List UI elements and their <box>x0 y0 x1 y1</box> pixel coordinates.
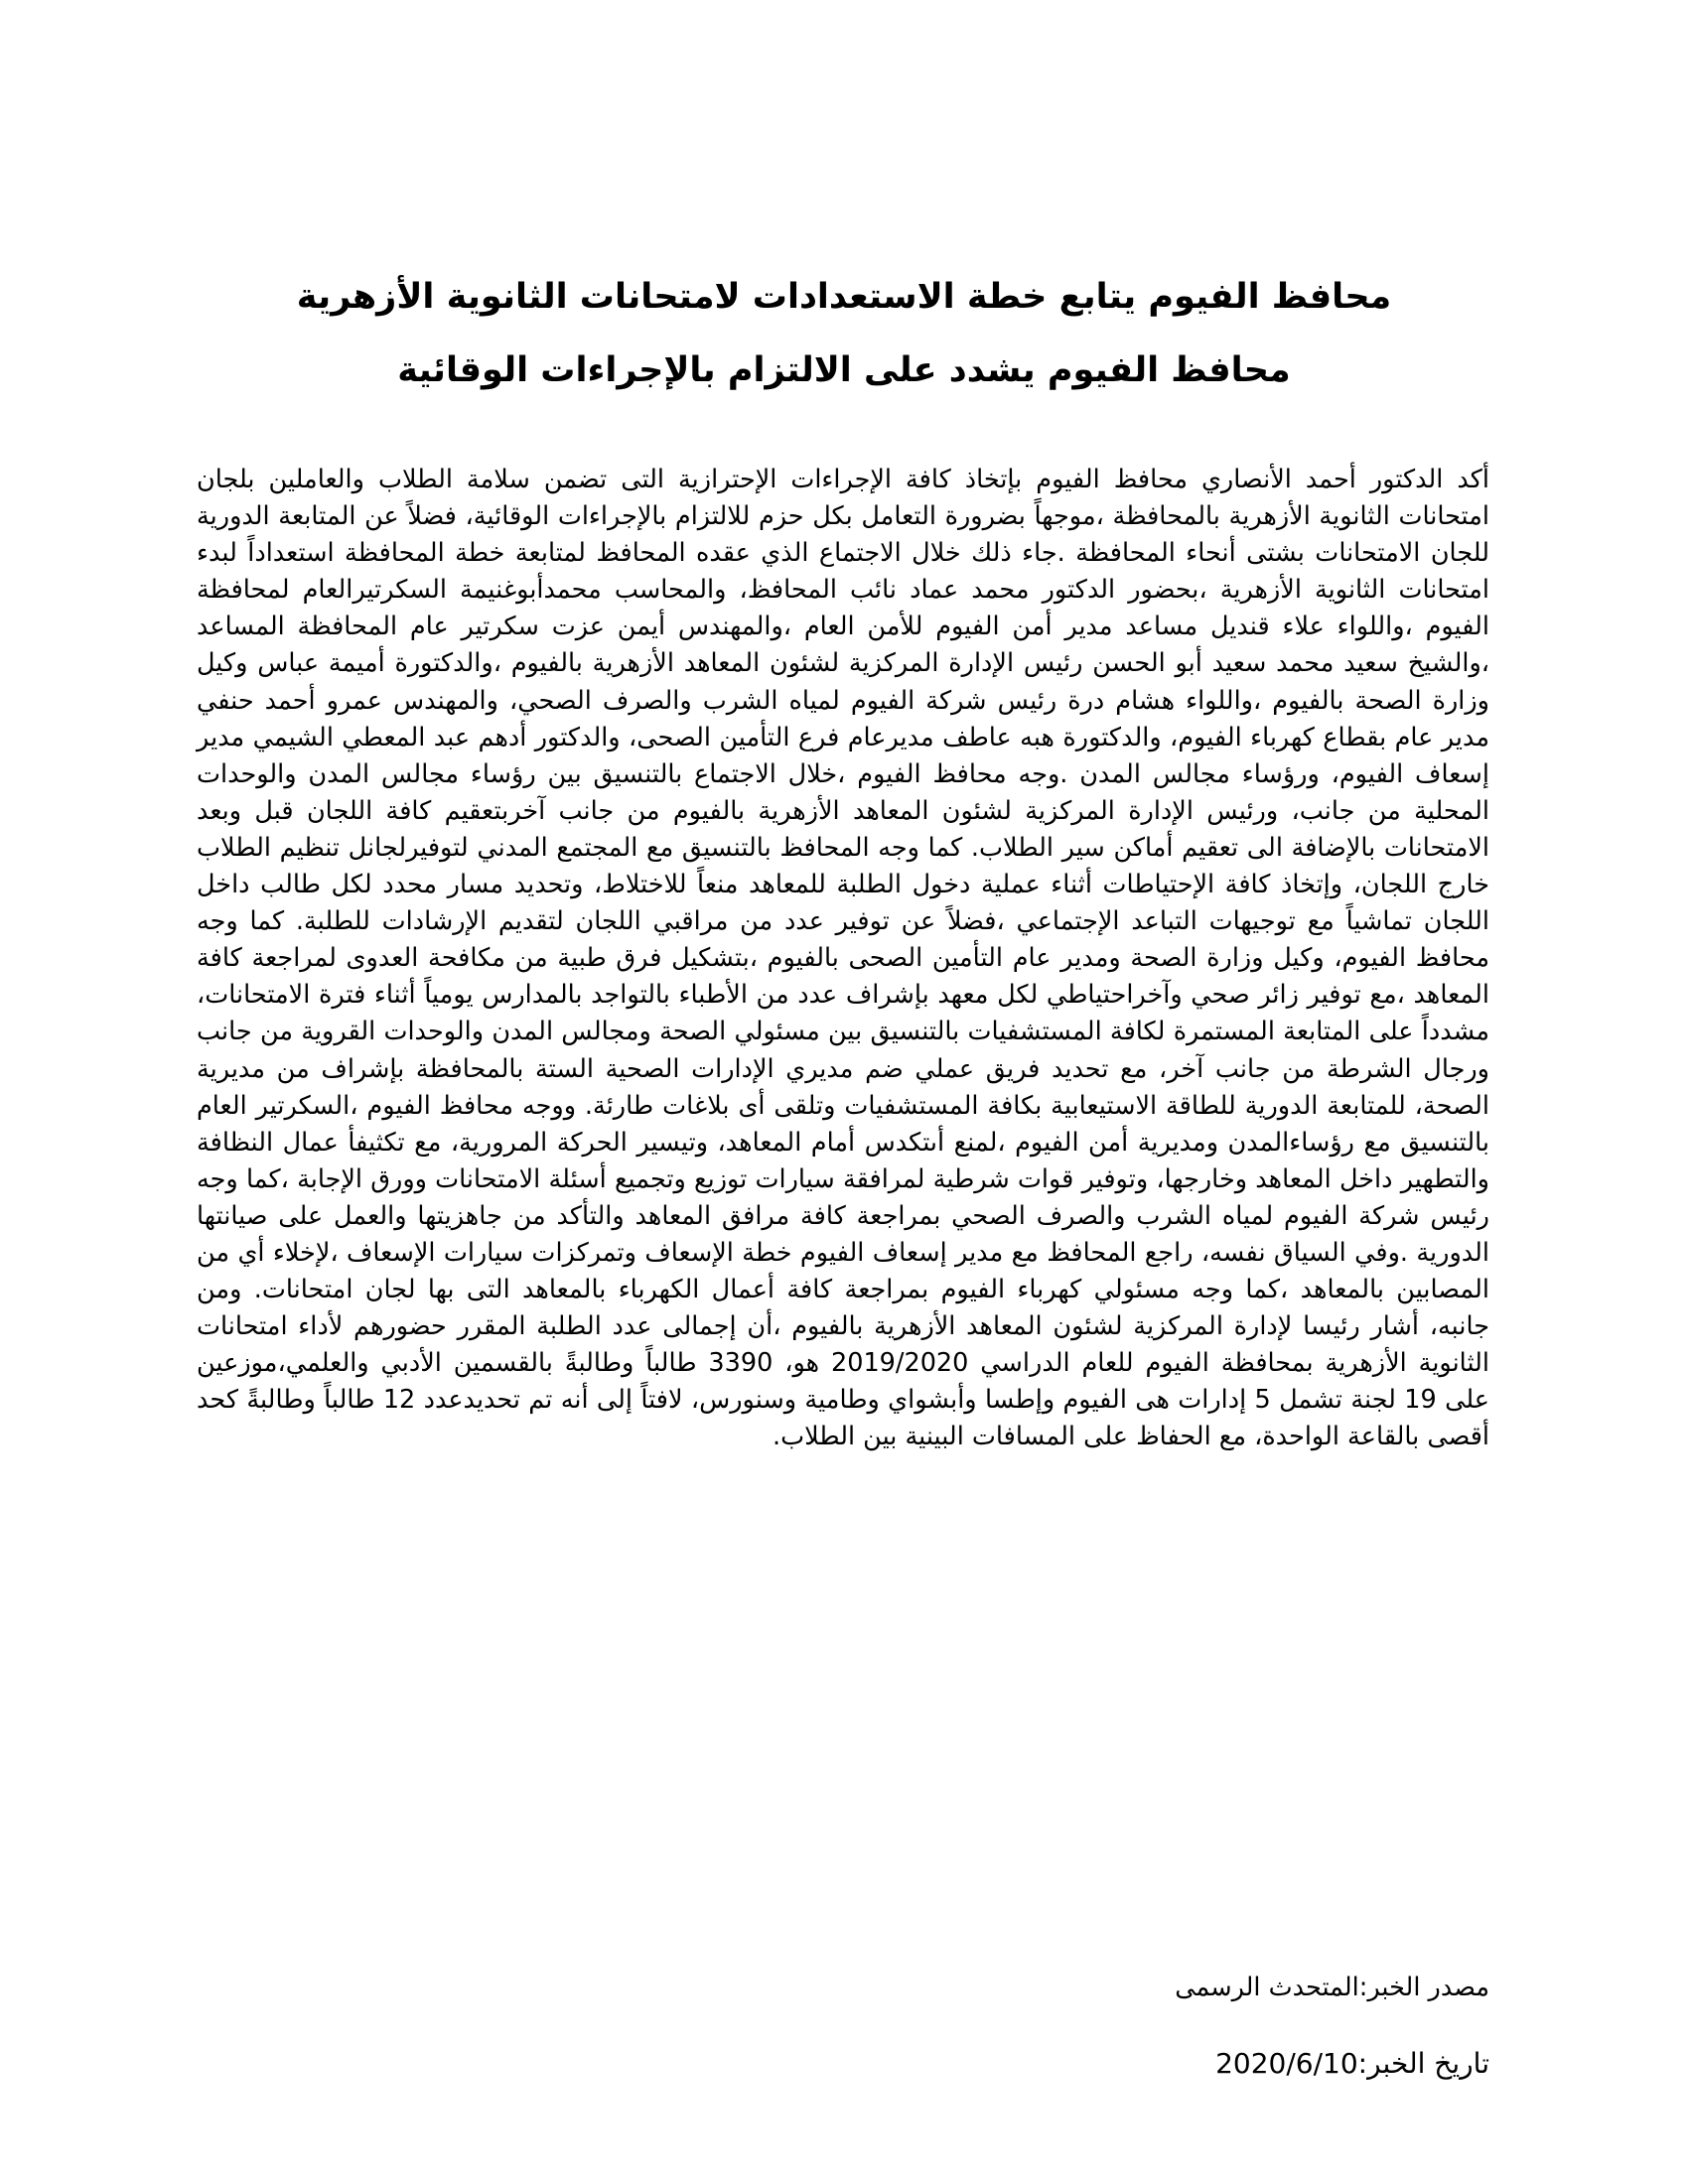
headline-block <box>199 260 1489 407</box>
news-source: مصدر الخبر:المتحدث الرسمى <box>1175 1973 1489 2002</box>
article-body: أكد الدكتور أحمد الأنصاري محافظ الفيوم بإتخاذ كافة الإجراءات الإحترازية التى تضمن سلامة الطلاب والعاملين بلجان امتحانات الثانوية الأزهرية بالمحافظة ،موجهاً بضرورة التعامل بكل حزم للالتزام بالإجراءات الوقائية، فضلاً عن المتابعة الدورية للجان الامتحانات بشتى أنحاء المحافظة .جاء ذلك خلال الاجتماع الذي عقده المحافظ لمتابعة خطة المحافظة استعداداً لبدء امتحانات الثانوية الأزهرية ،بحضور الدكتور محمد عماد نائب المحافظ، والمحاسب محمدأبوغنيمة السكرتيرالعام لمحافظة الفيوم ،واللواء علاء قنديل مساعد مدير أمن الفيوم للأمن العام ،والمهندس أيمن عزت سكرتير عام المحافظة المساعد ،والشيخ سعيد محمد سعيد أبو الحسن رئيس الإدارة المركزية لشئون المعاهد الأزهرية بالفيوم ،والدكتورة أميمة عباس وكيل وزارة الصحة بالفيوم ،واللواء هشام درة رئيس شركة الفيوم لمياه الشرب والصرف الصحي، والمهندس عمرو أحمد حنفي مدير عام بقطاع كهرباء الفيوم، والدكتورة هبه عاطف مديرعام فرع التأمين الصحى، والدكتور أدهم عبد المعطي الشيمي مدير إسعاف الفيوم، ورؤساء مجالس المدن .وجه محافظ الفيوم ،خلال الاجتماع بالتنسيق بين رؤساء مجالس المدن والوحدات المحلية من جانب، ورئيس الإدارة المركزية لشئون المعاهد الأزهرية بالفيوم من جانب آخربتعقيم كافة اللجان قبل وبعد الامتحانات بالإضافة الى تعقيم أماكن سير الطلاب. كما وجه المحافظ بالتنسيق مع المجتمع المدني لتوفيرلجانل تنظيم الطلاب خارج اللجان، وإتخاذ كافة الإحتياطات أثناء عملية دخول الطلبة للمعاهد منعاً للاختلاط، وتحديد مسار محدد لكل طالب داخل اللجان تماشياً مع توجيهات التباعد الإجتماعي ،فضلاً عن توفير عدد من مراقبي اللجان لتقديم الإرشادات للطلبة. كما وجه محافظ الفيوم، وكيل وزارة الصحة ومدير عام التأمين الصحى بالفيوم ،بتشكيل فرق طبية من مكافحة العدوى لمراجعة كافة المعاهد ،مع توفير زائر صحي وآخراحتياطي لكل معهد بإشراف عدد من الأطباء بالتواجد بالمدارس يومياً أثناء فترة الامتحانات، مشدداً على المتابعة المستمرة لكافة المستشفيات بالتنسيق بين مسئولي الصحة ومجالس المدن والوحدات القروية من جانب ورجال الشرطة من جانب آخر، مع تحديد فريق عملي ضم مديري الإدارات الصحية الستة بالمحافظة بإشراف من مديرية الصحة، للمتابعة الدورية للطاقة الاستيعابية بكافة المستشفيات وتلقى أى بلاغات طارئة. ووجه محافظ الفيوم ،السكرتير العام بالتنسيق مع رؤساءالمدن ومديرية أمن الفيوم ،لمنع أىتكدس أمام المعاهد، وتيسير الحركة المرورية، مع تكثيفأ عمال النظافة والتطهير داخل المعاهد وخارجها، وتوفير قوات شرطية لمرافقة سيارات توزيع وتجميع أسئلة الامتحانات وورق الإجابة ،كما وجه رئيس شركة الفيوم لمياه الشرب والصرف الصحي بمراجعة كافة مرافق المعاهد والتأكد من جاهزيتها والعمل على صيانتها الدورية .وفي السياق نفسه، راجع المحافظ مع مدير إسعاف الفيوم خطة الإسعاف وتمركزات سيارات الإسعاف ،لإخلاء أي من المصابين بالمعاهد ،كما وجه مسئولي كهرباء الفيوم بمراجعة كافة أعمال الكهرباء بالمعاهد التى بها لجان امتحانات. ومن جانبه، أشار رئيسا لإدارة المركزية لشئون المعاهد الأزهرية بالفيوم ،أن إجمالى عدد الطلبة المقرر حضورهم لأداء امتحانات الثانوية الأزهرية بمحافظة الفيوم للعام الدراسي 2019/2020 هو، 3390 طالباً وطالبةً بالقسمين الأدبي والعلمي،موزعين على 19 لجنة تشمل 5 إدارات هى الفيوم وإطسا وأبشواي وطامية وسنورس، لافتاً إلى أنه تم تحديدعدد 12 طالباً وطالبةً كحد أقصى بالقاعة الواحدة، مع الحفاظ على المسافات البينية بين الطلاب. <box>197 465 1490 1452</box>
news-date: تاريخ الخبر:2020/6/10 <box>1215 2047 1489 2080</box>
sub-headline: محافظ الفيوم يشدد على الالتزام بالإجراءات الوقائية <box>397 350 1291 390</box>
main-headline: محافظ الفيوم يتابع خطة الاستعدادات لامتحانات الثانوية الأزهرية <box>296 277 1392 317</box>
